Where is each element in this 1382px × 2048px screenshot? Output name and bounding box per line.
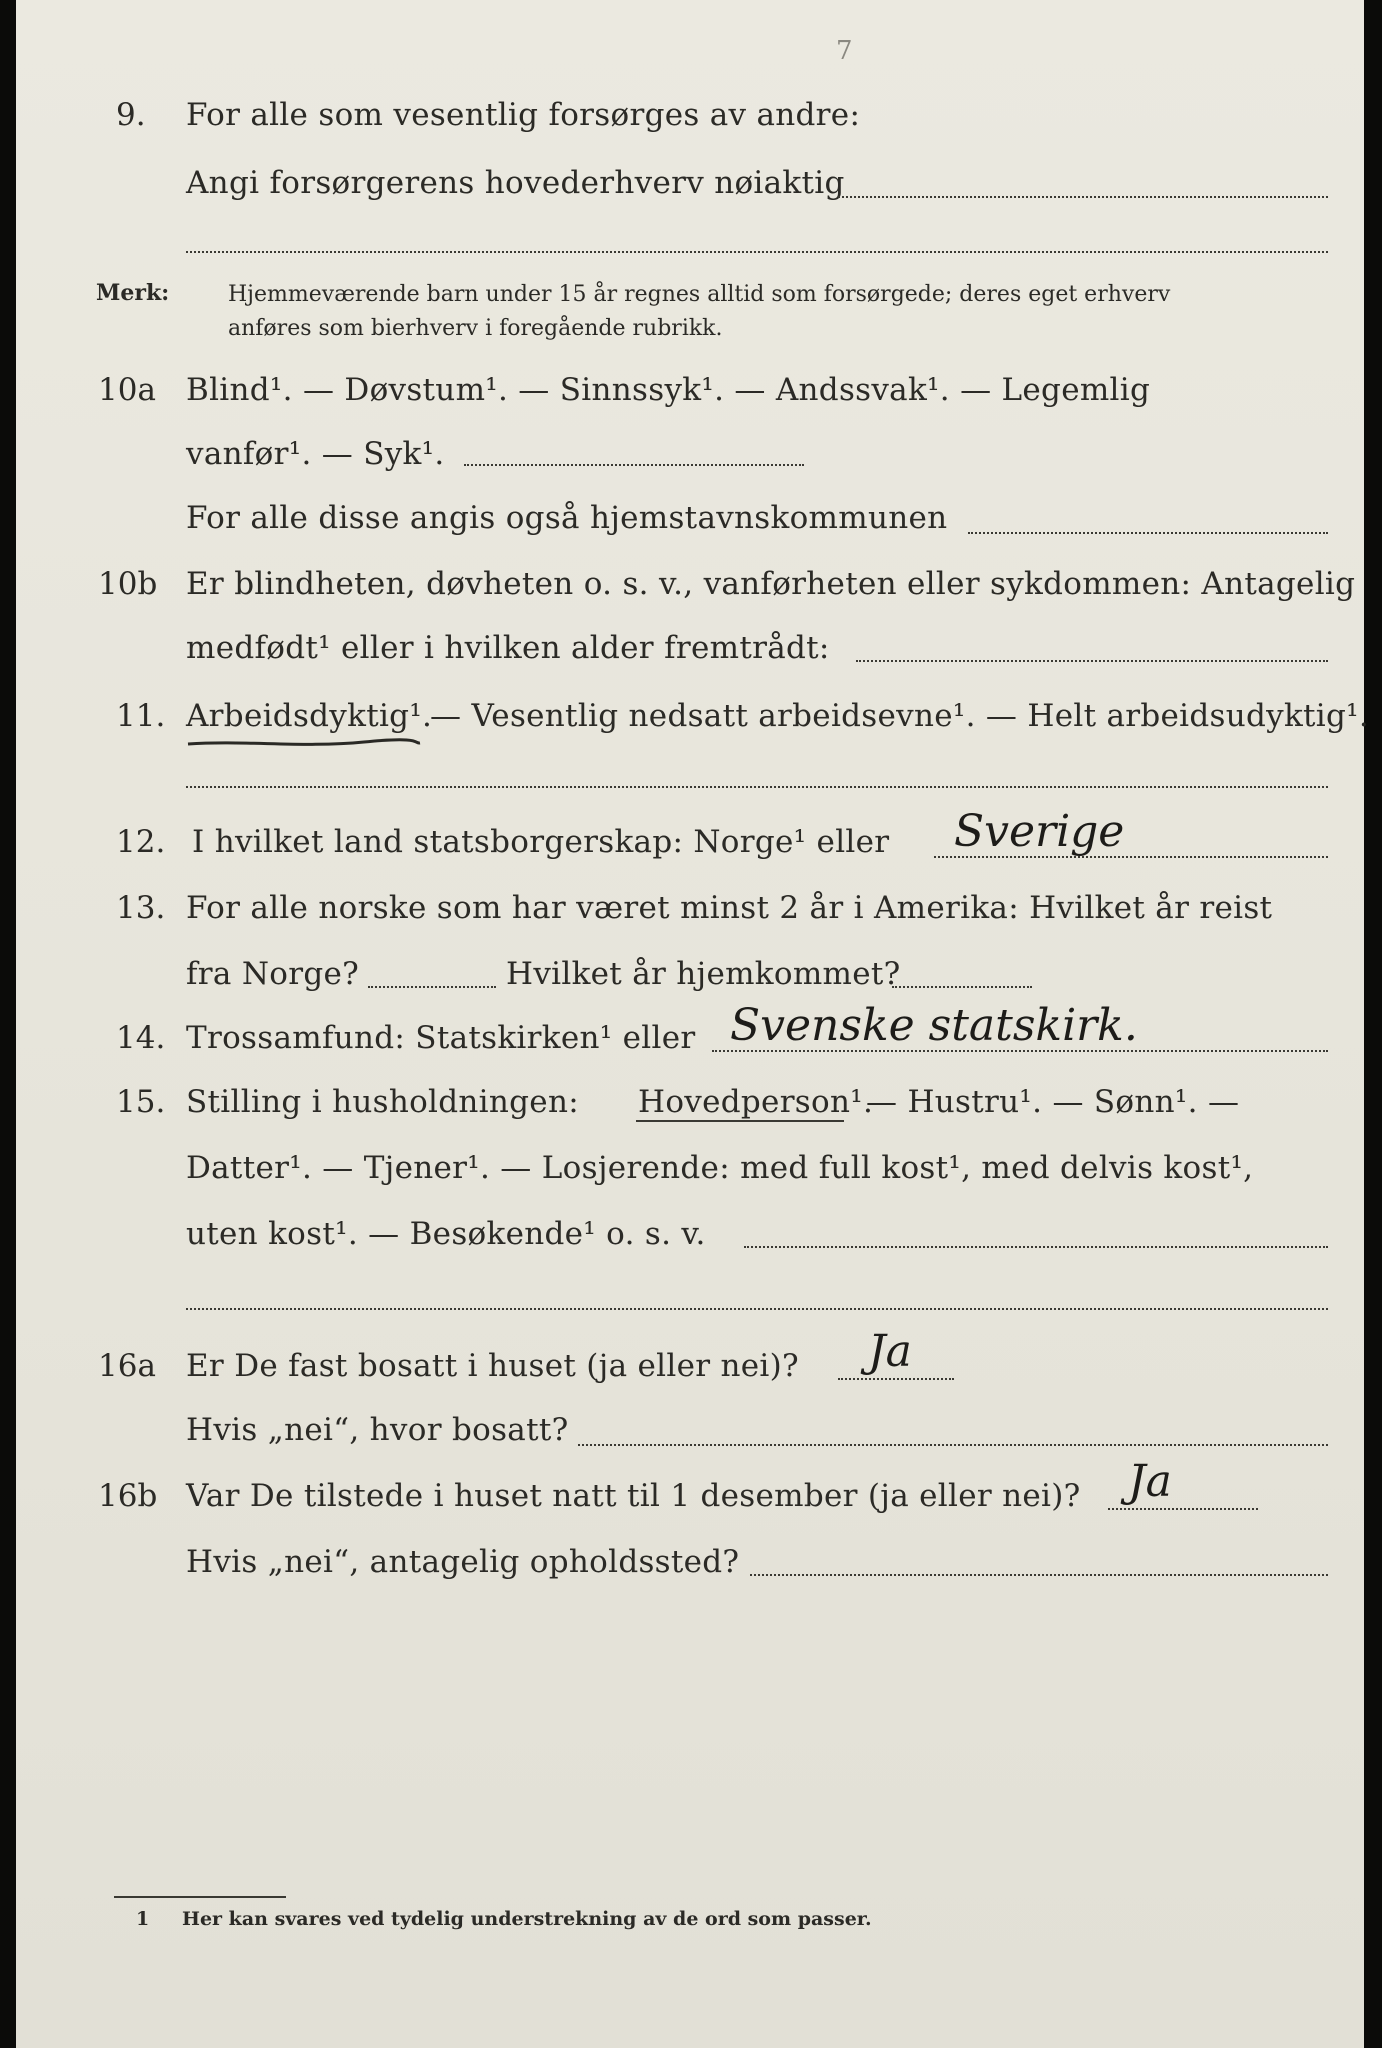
q16b-handwritten-answer: Ja	[1128, 1456, 1172, 1507]
q10b-line1: Er blindheten, døvheten o. s. v., vanførheten eller sykdommen: Antagelig	[186, 566, 1356, 602]
merk-label: Merk:	[96, 280, 170, 306]
q16a-line1: Er De fast bosatt i huset (ja eller nei)?	[186, 1348, 799, 1384]
q11-option-arbeidsdyktig: Arbeidsdyktig¹.	[186, 698, 433, 734]
q12-text: I hvilket land statsborgerskap: Norge¹ eller	[192, 824, 890, 860]
q14-text: Trossamfund: Statskirken¹ eller	[186, 1020, 696, 1056]
q16b-opholdssted-line	[750, 1574, 1328, 1576]
q9-answer-line-2	[186, 251, 1328, 253]
q16a-answer-line	[838, 1378, 954, 1380]
question-number-10b: 10b	[98, 566, 158, 602]
q9-line1: For alle som vesentlig forsørges av andre:	[186, 97, 861, 133]
q15-answer-line	[744, 1246, 1328, 1248]
question-number-13: 13.	[116, 890, 166, 926]
q10b-line2: medfødt¹ eller i hvilken alder fremtrådt:	[186, 630, 830, 666]
q15-option-hovedperson: Hovedperson¹.	[638, 1084, 874, 1120]
q16b-answer-line	[1108, 1508, 1258, 1510]
q10a-answer-line	[464, 464, 804, 466]
q16b-line1: Var De tilstede i huset natt til 1 desember (ja eller nei)?	[186, 1478, 1081, 1514]
q15-underline-mark	[636, 1120, 844, 1122]
q16a-bosatt-line	[578, 1444, 1328, 1446]
merk-line1: Hjemmeværende barn under 15 år regnes alltid som forsørgede; deres eget erhverv	[228, 282, 1171, 307]
question-number-9: 9.	[116, 97, 146, 133]
q15-line1-label: Stilling i husholdningen:	[186, 1084, 579, 1120]
q10a-line2: vanfør¹. — Syk¹.	[186, 436, 445, 472]
question-number-16b: 16b	[98, 1478, 158, 1514]
q14-handwritten-answer: Svenske statskirk.	[730, 1000, 1138, 1051]
question-number-10a: 10a	[98, 372, 156, 408]
merk-line2: anføres som bierhverv i foregående rubrikk.	[228, 316, 723, 341]
q10a-line1: Blind¹. — Døvstum¹. — Sinnssyk¹. — Andssvak¹. — Legemlig	[186, 372, 1151, 408]
q11-other-options: — Vesentlig nedsatt arbeidsevne¹. — Helt arbeidsudyktig¹.	[430, 698, 1370, 734]
question-number-12: 12.	[116, 824, 166, 860]
q10a-hjemstavn-line	[968, 532, 1328, 534]
margin-mark: 7	[836, 36, 853, 66]
q10b-answer-line	[856, 660, 1328, 662]
q13-reist-line	[368, 986, 496, 988]
question-number-11: 11.	[116, 698, 166, 734]
q13-line2a: fra Norge?	[186, 956, 360, 992]
q16a-handwritten-answer: Ja	[868, 1326, 912, 1377]
footnote-separator	[114, 1896, 286, 1898]
question-number-15: 15.	[116, 1084, 166, 1120]
q13-hjemkommet-line	[892, 986, 1032, 988]
q12-handwritten-answer: Sverige	[954, 806, 1125, 857]
footnote-text: Her kan svares ved tydelig understrekning av de ord som passer.	[182, 1908, 872, 1930]
q15-line3: uten kost¹. — Besøkende¹ o. s. v.	[186, 1216, 706, 1252]
census-form-page	[16, 0, 1370, 2048]
q15-answer-line-2	[186, 1308, 1328, 1310]
q16a-line2: Hvis „nei“, hvor bosatt?	[186, 1412, 569, 1448]
q15-line1-rest: — Hustru¹. — Sønn¹. —	[866, 1084, 1240, 1120]
q13-line2b: Hvilket år hjemkommet?	[506, 956, 901, 992]
q9-line2: Angi forsørgerens hovederhverv nøiaktig	[186, 165, 845, 201]
q15-line2: Datter¹. — Tjener¹. — Losjerende: med full kost¹, med delvis kost¹,	[186, 1150, 1254, 1186]
q13-line1: For alle norske som har været minst 2 år i Amerika: Hvilket år reist	[186, 890, 1273, 926]
footnote-mark: 1	[136, 1908, 150, 1930]
q9-answer-line	[838, 196, 1328, 198]
question-number-16a: 16a	[98, 1348, 156, 1384]
q16b-line2: Hvis „nei“, antagelig opholdssted?	[186, 1544, 740, 1580]
q10a-line3: For alle disse angis også hjemstavnskommunen	[186, 500, 948, 536]
q11-answer-line	[186, 786, 1328, 788]
q11-underline-mark	[184, 734, 424, 752]
question-number-14: 14.	[116, 1020, 166, 1056]
